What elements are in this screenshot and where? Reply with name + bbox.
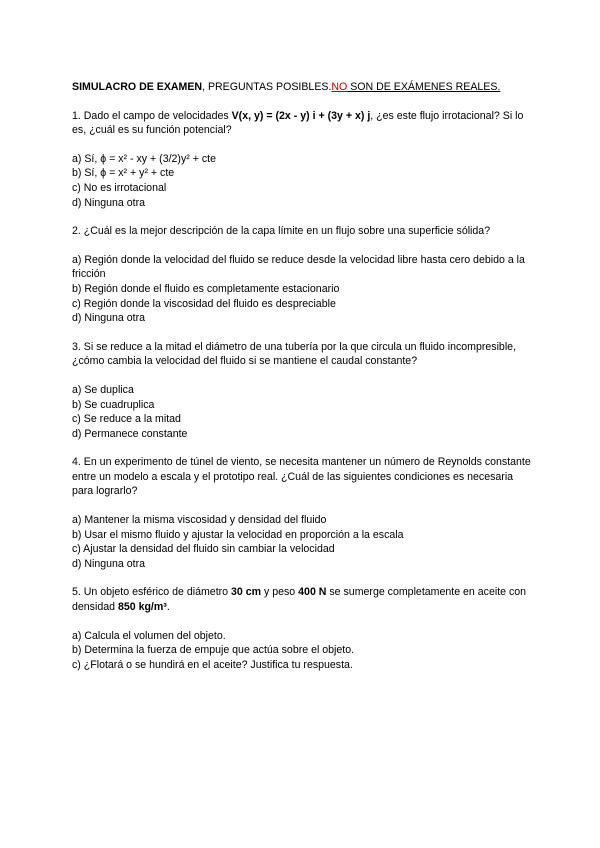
option-5c: c) ¿Flotará o se hundirá en el aceite? Justifica tu respuesta. [72,658,353,671]
option-4a: a) Mantener la misma viscosidad y densidad del fluido [72,514,327,527]
question-3-options [72,383,532,441]
question-5-diameter: 30 cm [231,586,262,599]
question-5-part2: y peso [261,586,299,599]
option-2d: d) Ninguna otra [72,312,146,325]
option-3b: b) Se cuadruplica [72,398,155,411]
question-5-density: 850 kg/m³ [117,601,167,614]
option-1c: c) No es irrotacional [72,181,167,194]
option-5a: a) Calcula el volumen del objeto. [72,629,226,642]
question-3: 3. Si se reduce a la mitad el diámetro de una tubería por la que circula un fluido incompresible, ¿cómo cambia la velocidad del fluido si se mantiene el caudal constante? [72,340,517,368]
option-2a: a) Región donde la velocidad del fluido se reduce desde la velocidad libre hasta cero debido a la fricción [72,253,525,281]
question-1-intro: 1. Dado el campo de velocidades [72,109,232,122]
question-5-options [72,629,532,673]
option-1a: a) Sí, ϕ = x² - xy + (3/2)y² + cte [72,152,216,165]
option-4d: d) Ninguna otra [72,557,146,570]
exam-page [72,80,532,686]
question-4-options [72,513,532,571]
question-1-options [72,152,532,210]
option-3a: a) Se duplica [72,383,134,396]
question-5-part3: se sumerge completamente en aceite con densidad [72,586,527,614]
option-3c: c) Se reduce a la mitad [72,413,181,426]
option-4b: b) Usar el mismo fluido y ajustar la velocidad en proporción a la escala [72,528,404,541]
header-subtitle: , PREGUNTAS POSIBLES. [202,81,332,93]
option-3d: d) Permanece constante [72,427,188,440]
question-1 [72,109,532,138]
question-2: 2. ¿Cuál es la mejor descripción de la capa límite en un flujo sobre una superficie sólida? [72,225,491,238]
question-1-rest: , ¿es este flujo irrotacional? Si lo es, ¿cuál es su función potencial? [72,109,524,137]
question-5-part4: . [166,601,170,614]
question-1-formula: V(x, y) = (2x - y) i + (3y + x) j [231,109,371,122]
header-warning-no: NO [331,81,348,93]
question-5-part1: 5. Un objeto esférico de diámetro [72,586,231,599]
question-2-options [72,253,532,326]
question-5 [72,585,532,614]
option-2b: b) Región donde el fluido es completamente estacionario [72,282,340,295]
option-1d: d) Ninguna otra [72,196,146,209]
question-4: 4. En un experimento de túnel de viento, se necesita mantener un número de Reynolds constante entre un modelo a escala y el prototipo real. ¿Cuál de las siguientes condiciones es necesaria para lograrlo? [72,456,531,498]
option-5b: b) Determina la fuerza de empuje que actúa sobre el objeto. [72,644,355,657]
header-title: SIMULACRO DE EXAMEN [72,81,203,93]
option-2c: c) Región donde la viscosidad del fluido es despreciable [72,297,336,310]
question-5-weight: 400 N [298,586,327,599]
header-warning-rest: SON DE EXÁMENES REALES. [347,81,501,93]
page-header [72,80,532,95]
option-1b: b) Sí, ϕ = x² + y² + cte [72,167,175,180]
option-4c: c) Ajustar la densidad del fluido sin cambiar la velocidad [72,543,335,556]
